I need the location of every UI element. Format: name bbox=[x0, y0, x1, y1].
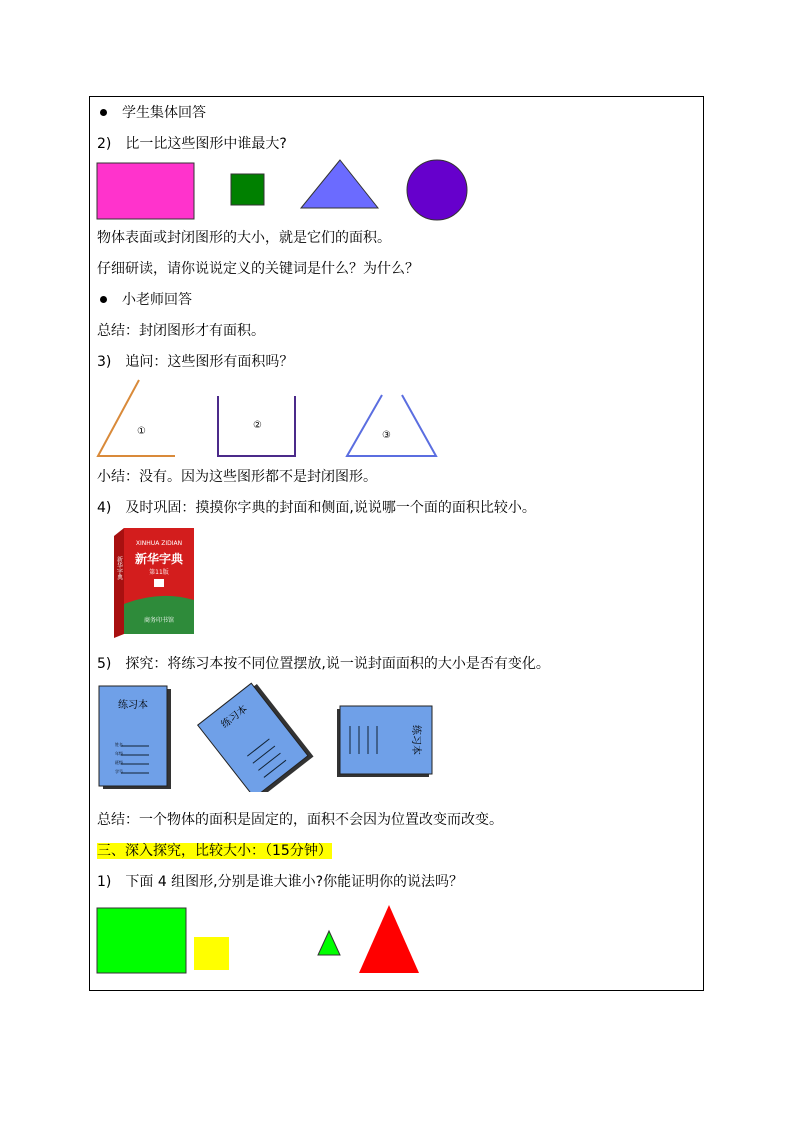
svg-text:学号: 学号 bbox=[115, 769, 123, 774]
small-green-triangle bbox=[318, 931, 340, 955]
summary-closed-shapes: 总结：封闭图形才有面积。 bbox=[97, 323, 265, 339]
dictionary-badge bbox=[154, 579, 164, 587]
svg-text:年级: 年级 bbox=[115, 751, 123, 756]
magenta-rectangle bbox=[97, 163, 194, 219]
explore-question: 5) 探究：将练习本按不同位置摆放,说一说封面面积的大小是否有变化。 bbox=[97, 656, 550, 672]
open-figures bbox=[95, 378, 445, 462]
svg-text:XINHUA ZIDIAN: XINHUA ZIDIAN bbox=[135, 540, 183, 547]
notebook-rotated bbox=[337, 706, 432, 777]
svg-text:练习本: 练习本 bbox=[118, 700, 148, 711]
open-figure-triangle bbox=[347, 395, 436, 456]
svg-text:商务印书馆: 商务印书馆 bbox=[143, 617, 175, 624]
section-heading-deep-explore: 三、深入探究，比较大小：（15分钟） bbox=[97, 843, 332, 859]
dictionary-spine bbox=[114, 528, 124, 638]
dictionary-green-band bbox=[124, 596, 194, 634]
figure-label-2: ② bbox=[253, 420, 262, 431]
red-triangle bbox=[359, 905, 419, 973]
svg-text:新华字典: 新华字典 bbox=[134, 552, 184, 566]
consolidation-question: 4) 及时巩固：摸摸你字典的封面和侧面,说说哪一个面的面积比较小。 bbox=[97, 500, 536, 516]
bullet-line-collective-answer: 学生集体回答 bbox=[97, 103, 206, 123]
svg-text:新华字典: 新华字典 bbox=[115, 556, 123, 580]
summary-area-fixed: 总结：一个物体的面积是固定的，面积不会因为位置改变而改变。 bbox=[97, 812, 503, 828]
open-figure-angle bbox=[98, 380, 175, 456]
green-square bbox=[231, 174, 264, 205]
svg-text:姓名: 姓名 bbox=[115, 742, 123, 747]
bullet-line-little-teacher: 小老师回答 bbox=[97, 290, 192, 310]
svg-text:练习本: 练习本 bbox=[219, 703, 250, 731]
keyword-question: 仔细研读，请你说说定义的关键词是什么？为什么？ bbox=[97, 261, 419, 277]
svg-text:第11版: 第11版 bbox=[149, 569, 169, 576]
dictionary-image bbox=[110, 526, 200, 642]
notebook-images bbox=[95, 682, 440, 792]
question-compare-largest: 2) 比一比这些图形中谁最大? bbox=[97, 136, 287, 152]
size-compare-shapes bbox=[95, 902, 425, 978]
four-groups-question: 1) 下面 4 组图形,分别是谁大谁小?你能证明你的说法吗？ bbox=[97, 874, 464, 890]
compare-shapes bbox=[95, 158, 475, 224]
summary-not-closed: 小结：没有。因为这些图形都不是封闭图形。 bbox=[97, 469, 377, 485]
yellow-square bbox=[194, 937, 229, 970]
figure-label-3: ③ bbox=[382, 430, 391, 441]
blue-triangle bbox=[301, 160, 378, 208]
notebook-upright bbox=[99, 686, 171, 789]
bullet-icon bbox=[100, 296, 107, 303]
green-rectangle bbox=[97, 908, 186, 973]
purple-circle bbox=[407, 160, 467, 220]
bullet-icon bbox=[100, 109, 107, 116]
notebook-tilted bbox=[198, 682, 314, 792]
area-definition: 物体表面或封闭图形的大小，就是它们的面积。 bbox=[97, 230, 391, 246]
figure-label-1: ① bbox=[137, 426, 146, 437]
svg-text:班级: 班级 bbox=[115, 760, 123, 765]
svg-text:练习本: 练习本 bbox=[410, 725, 421, 755]
follow-up-question: 3) 追问：这些图形有面积吗？ bbox=[97, 354, 294, 370]
